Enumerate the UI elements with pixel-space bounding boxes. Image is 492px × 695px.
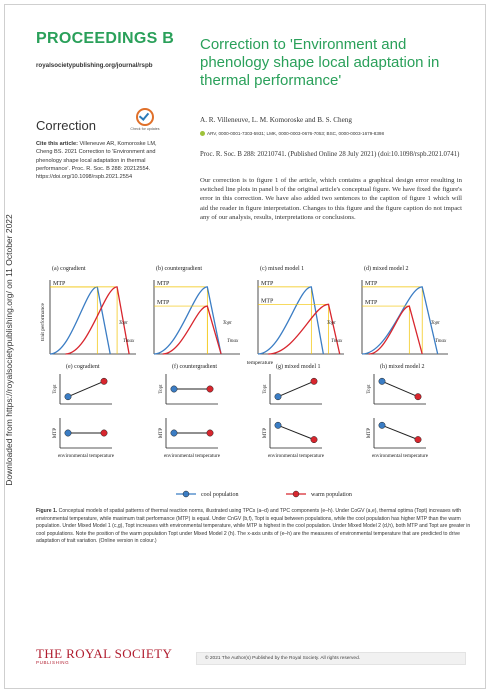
- panel-label-bottom: (e) cogradient: [66, 364, 100, 370]
- warm-point: [101, 378, 107, 384]
- cool-point: [379, 422, 385, 428]
- figure-caption: [36, 508, 476, 546]
- mtp-label: MTP: [157, 300, 170, 307]
- cool-point: [171, 386, 177, 392]
- check-badge-text: Check for updates: [130, 127, 160, 131]
- mtp-label: MTP: [157, 280, 170, 287]
- warm-point: [415, 394, 421, 400]
- cool-tpc-curve: [258, 287, 323, 354]
- figure-1: [36, 256, 476, 506]
- warm-point: [415, 436, 421, 442]
- topt-label: Topt: [118, 321, 128, 326]
- panel-label-bottom: (f) countergradient: [172, 364, 218, 370]
- caption-label: Figure 1.: [36, 508, 58, 514]
- panel-label-top: (b) countergradient: [156, 266, 203, 272]
- warm-point: [311, 378, 317, 384]
- mtp-label: MTP: [365, 300, 378, 307]
- mtp-reaction-norm: [278, 425, 314, 439]
- legend-warm-label: warm population: [311, 492, 352, 498]
- check-icon: [136, 108, 154, 126]
- article-title: Correction to 'Environment and phenology shape local adaptation in thermal performance': [200, 36, 440, 89]
- authors: A. R. Villeneuve, L. M. Komoroske and B. S. Cheng: [200, 116, 352, 124]
- publisher-sub: PUBLISHING: [36, 660, 70, 665]
- tmax-label: Tmax: [331, 339, 343, 344]
- legend-cool-marker: [183, 491, 189, 497]
- y-axis-label-trait: trait performance: [40, 302, 46, 342]
- cool-point: [275, 394, 281, 400]
- panel-label-bottom: (g) mixed model 1: [276, 364, 321, 370]
- section-label: Correction: [36, 118, 96, 133]
- topt-reaction-norm: [278, 381, 314, 396]
- warm-point: [101, 430, 107, 436]
- mtp-axis-label: MTP: [159, 427, 164, 439]
- cite-text: Villeneuve AR, Komoroske LM, Cheng BS. 2021 Correction to 'Environment and phenology shape local adaptation in thermal performance'. Proc. R. Soc. B 288: 20212554. https://doi.org/10.1098/rspb.2021.2554: [36, 141, 157, 181]
- cool-point: [275, 422, 281, 428]
- cite-label: Cite this article:: [36, 141, 78, 147]
- correction-body: Our correction is to figure 1 of the article, which contains a graphical design error resulting in switched line plots in panel b of the original article's conceptual figure. We have fixed the figure's error in this correction. We have also added two sentences to the caption of figure 1 which will aid the reader in figure interpretation. Changes to this figure and the figure caption do not impact any of our analysis, results, interpretations or conclusions.: [200, 177, 462, 221]
- mtp-label: MTP: [53, 280, 66, 287]
- cool-point: [379, 378, 385, 384]
- check-for-updates-badge[interactable]: [130, 108, 160, 131]
- topt-axis-label: Topt: [263, 384, 268, 394]
- caption-text: Conceptual models of spatial patterns of thermal reaction norms, illustrated using TPCs (a–d) and TPC components (e–h). Under CoGV (a,e), thermal optima (Topt) increases with environmental temperature, while maximum trait performance (MTP) is equal. Under CnGV (b,f), Topt is equal between populations, while the cool population has higher MTP than the warm population. Under Mixed Model 1 (c,g), Topt increases with environmental temperature, while MTP is highest in the cool population. Under Mixed Model 2 (d,h), both MTP and Topt are greater in cool populations. Note the position of the warm population Topt under Mixed Model 2 (h). The x-axis units of (e–h) are the measures of environmental temperature that are predicted to drive adaptation of trait variation. (Online version in colour.): [36, 508, 471, 544]
- x-axis-label-env: environmental temperature: [57, 453, 115, 459]
- legend-cool-label: cool population: [201, 492, 239, 498]
- topt-reaction-norm: [68, 381, 104, 396]
- mtp-label: MTP: [261, 298, 274, 305]
- panel-label-top: (a) cogradient: [52, 266, 86, 272]
- warm-point: [207, 386, 213, 392]
- cool-tpc-curve: [362, 287, 438, 354]
- cool-tpc-curve: [50, 287, 110, 354]
- figure-1-svg: [36, 256, 476, 506]
- mtp-label: MTP: [365, 280, 378, 287]
- x-axis-label-env: environmental temperature: [371, 453, 429, 459]
- mtp-axis-label: MTP: [367, 427, 372, 439]
- journal-url[interactable]: royalsocietypublishing.org/journal/rspb: [36, 62, 153, 69]
- mtp-label: MTP: [261, 280, 274, 287]
- topt-axis-label: Topt: [159, 384, 164, 394]
- panel-label-top: (c) mixed model 1: [260, 266, 305, 272]
- topt-label: Topt: [430, 321, 440, 326]
- cool-point: [171, 430, 177, 436]
- panel-label-bottom: (h) mixed model 2: [380, 364, 425, 370]
- panel-label-top: (d) mixed model 2: [364, 266, 409, 272]
- download-note: [2, 110, 16, 590]
- citation-block: [36, 140, 166, 181]
- topt-axis-label: Topt: [367, 384, 372, 394]
- download-note-text: Downloaded from https://royalsocietypublishing.org/ on 11 October 2022: [4, 214, 14, 486]
- x-axis-label-temperature: temperature: [246, 360, 274, 366]
- topt-label: Topt: [222, 321, 232, 326]
- orcid-text: ARV, 0000-0001-7303-5931; LMK, 0000-0003-0676-7053; BSC, 0000-0003-1679-8398: [207, 131, 384, 136]
- topt-reaction-norm: [382, 381, 418, 396]
- tmax-label: Tmax: [227, 339, 239, 344]
- tmax-label: Tmax: [123, 339, 135, 344]
- mtp-axis-label: MTP: [263, 427, 268, 439]
- warm-point: [207, 430, 213, 436]
- topt-axis-label: Topt: [53, 384, 58, 394]
- publication-info: Proc. R. Soc. B 288: 20210741. (Published Online 28 July 2021) (doi:10.1098/rspb.2021.0741): [200, 151, 460, 158]
- mtp-axis-label: MTP: [53, 427, 58, 439]
- cool-point: [65, 394, 71, 400]
- x-axis-label-env: environmental temperature: [267, 453, 325, 459]
- orcid-line[interactable]: [200, 131, 384, 136]
- copyright-bar: © 2021 The Author(s) Published by the Royal Society. All rights reserved.: [196, 652, 466, 665]
- legend-warm-marker: [293, 491, 299, 497]
- warm-point: [311, 436, 317, 442]
- cool-point: [65, 430, 71, 436]
- topt-label: Topt: [326, 321, 336, 326]
- warm-tpc-curve: [268, 304, 339, 354]
- orcid-icon: [200, 131, 205, 136]
- tmax-label: Tmax: [435, 339, 447, 344]
- publisher-logo: THE ROYAL SOCIETY: [36, 646, 173, 661]
- x-axis-label-env: environmental temperature: [163, 453, 221, 459]
- journal-name: PROCEEDINGS B: [36, 30, 175, 47]
- mtp-reaction-norm: [382, 425, 418, 439]
